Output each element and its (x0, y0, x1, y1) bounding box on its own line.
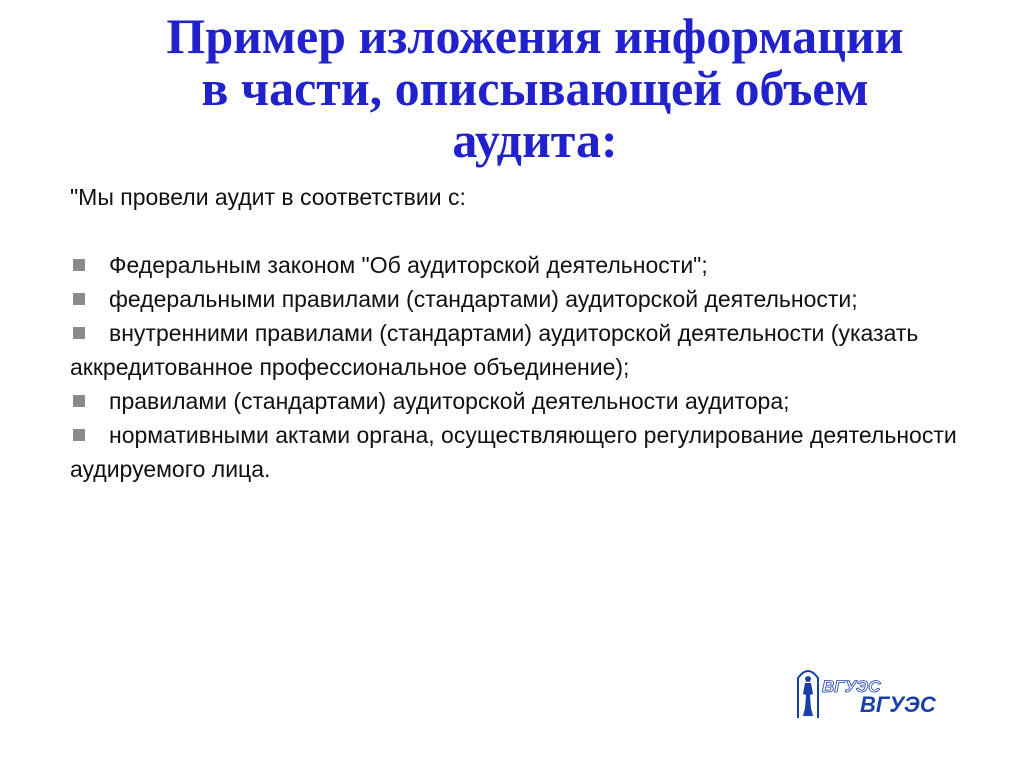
square-bullet-icon (73, 259, 85, 271)
list-item (70, 418, 990, 486)
title-line-1: Пример изложения информации (166, 8, 904, 64)
slide-title (60, 10, 1010, 166)
logo-text-front: ВГУЭС (860, 692, 936, 717)
logo-text-back: ВГУЭС (822, 677, 881, 696)
square-bullet-icon (73, 429, 85, 441)
intro-text: "Мы провели аудит в соответствии с: (70, 184, 466, 210)
square-bullet-icon (73, 395, 85, 407)
list-item-text: внутренними правилами (стандартами) аудиторской деятельности (указать аккредитованное профессиональное объединение); (70, 320, 919, 380)
list-item-text: Федеральным законом "Об аудиторской деятельности"; (109, 252, 708, 278)
square-bullet-icon (73, 327, 85, 339)
list-item-text: нормативными актами органа, осуществляющего регулирование деятельности аудируемого лица. (70, 422, 957, 482)
spacer (70, 214, 990, 248)
list-item (70, 248, 990, 282)
university-logo (796, 664, 946, 720)
list-item-text: федеральными правилами (стандартами) аудиторской деятельности; (109, 286, 858, 312)
title-line-2: в части, описывающей объем (201, 60, 869, 116)
slide-body (70, 180, 990, 486)
list-item-text: правилами (стандартами) аудиторской деятельности аудитора; (109, 388, 790, 414)
square-bullet-icon (73, 293, 85, 305)
bullet-list (70, 248, 990, 486)
title-line-3: аудита: (452, 112, 618, 168)
statue-icon (803, 676, 813, 716)
list-item (70, 316, 990, 384)
list-item (70, 282, 990, 316)
list-item (70, 384, 990, 418)
